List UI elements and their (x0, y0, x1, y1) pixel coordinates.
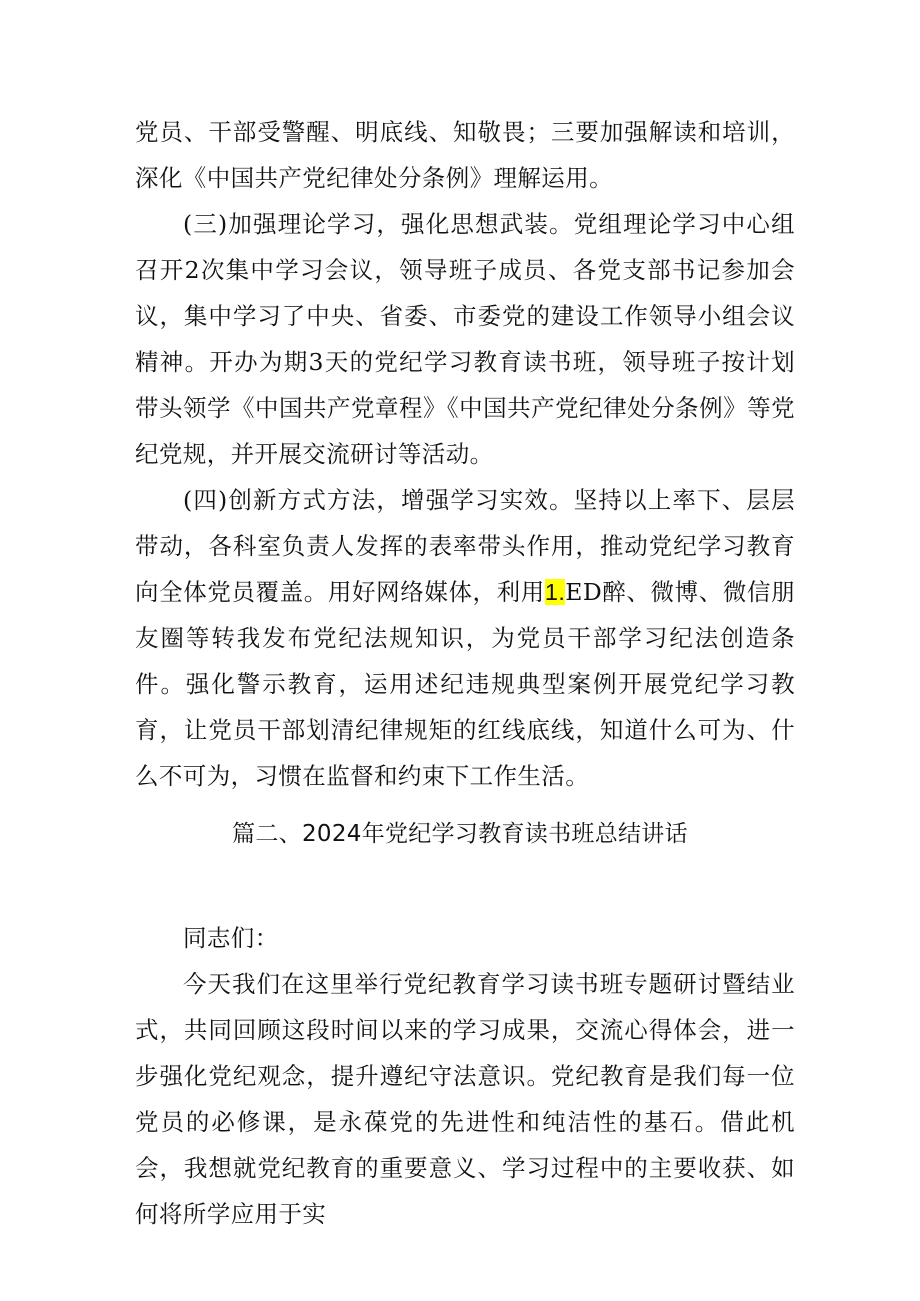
paragraph-innovation-part1: (四)创新方式方法，增强学习实效。坚持以上率下、层层带动，各科室负责人发挥的表率带头作用，推动党纪学习教育向全体党员覆盖。用好网络媒体，利用 (135, 486, 795, 606)
paragraph-continuation: 党员、干部受警醒、明底线、知敬畏；三要加强解读和培训，深化《中国共产党纪律处分条例》理解运用。 (135, 118, 795, 192)
paragraph-opening: 今天我们在这里举行党纪教育学习读书班专题研讨暨结业式，共同回顾这段时间以来的学习成果，交流心得体会，进一步强化党纪观念，提升遵纪守法意识。党纪教育是我们每一位党员的必修课，是永葆党的先进性和纯洁性的基石。借此机会，我想就党纪教育的重要意义、学习过程中的主要收获、如何将所学应用于实 (135, 970, 795, 1228)
paragraph-theory-study: (三)加强理论学习，强化思想武装。党组理论学习中心组召开2次集中学习会议，领导班子成员、各党支部书记参加会议，集中学习了中央、省委、市委党的建设工作领导小组会议精神。开办为期3天的党纪学习教育读书班，领导班子按计划带头领学《中国共产党章程》《中国共产党纪律处分条例》等党纪党规，并开展交流研讨等活动。 (135, 210, 795, 468)
greeting: 同志们： (183, 924, 279, 952)
paragraph-innovation (135, 477, 795, 799)
section-two-body (135, 915, 795, 1237)
section-heading: 篇二、2024年党纪学习教育读书班总结讲话 (232, 821, 688, 847)
paragraph-innovation-part2: ED醉、微博、微信朋友圈等转我发布党纪法规知识，为党员干部学习纪法创造条件。强化警示教育，运用述纪违规典型案例开展党纪学习教育，让党员干部划清纪律规矩的红线底线，知道什么可为、什么不可为，习惯在监督和约束下工作生活。 (135, 578, 795, 790)
section-top (135, 109, 795, 799)
highlighted-text: 1. (544, 579, 566, 605)
